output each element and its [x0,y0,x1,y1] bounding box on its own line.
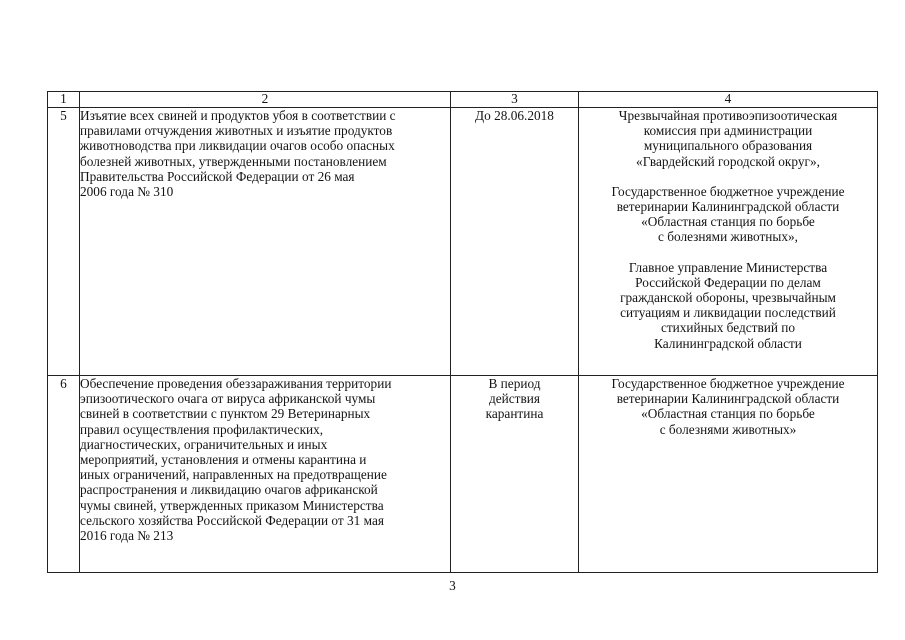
responsible-parties [579,376,878,573]
responsible-line: ветеринарии Калининградской области [616,199,840,215]
deadline-line: До 28.06.2018 [475,108,554,123]
measure-line: сельского хозяйства Российской Федерации от 31 мая [80,512,384,528]
responsible-line: Главное управление Министерства [628,259,828,275]
column-header-3: 3 [451,92,579,108]
responsible-line: Государственное бюджетное учреждение [611,376,845,391]
column-header-1: 1 [48,92,80,108]
measure-line: свиней в соответствии с пунктом 29 Ветеринарных [80,406,371,422]
deadline-line: карантина [485,406,544,422]
column-header-4: 4 [579,92,878,108]
page-number: 3 [449,578,456,593]
responsible-line: Российской Федерации по делам [635,274,821,290]
responsible-line: Государственное бюджетное учреждение [611,183,845,199]
measure-line: Правительства Российской Федерации от 26 мая [80,168,355,184]
measure-line: эпизоотического очага от вируса африканской чумы [80,391,376,407]
measure-description [80,376,451,573]
responsible-line: «Областная станция по борьбе [641,406,815,422]
responsible-party [579,108,877,169]
measure-description [80,108,451,376]
measure-line: правилами отчуждения животных и изъятие продуктов [80,123,393,139]
document-table [47,91,878,573]
responsible-line: «Областная станция по борьбе [641,214,815,230]
measure-line: распространения и ликвидацию очагов африканской [80,482,378,498]
responsible-line: Чрезвычайная противоэпизоотическая [618,108,838,123]
responsible-line: гражданской обороны, чрезвычайным [620,290,836,306]
table-row [48,108,878,376]
deadline [451,108,579,376]
responsible-line: ситуациям и ликвидации последствий [620,305,836,321]
deadline-line: действия [488,391,540,407]
responsible-line: ветеринарии Калининградской области [616,391,840,407]
measure-line: Обеспечение проведения обеззараживания территории [80,376,392,391]
responsible-line: муниципального образования [643,138,813,154]
responsible-line: с болезнями животных» [659,421,797,437]
table-row [48,376,878,573]
responsible-party [579,184,877,245]
row-number: 5 [48,108,80,376]
measure-line: 2006 года № 310 [80,184,174,200]
responsible-line: «Гвардейский городской округ», [636,153,820,169]
deadline-line: В период [488,376,541,391]
measure-line: иных ограничений, направленных на предотвращение [80,467,387,483]
responsible-line: с болезнями животных», [658,229,798,245]
responsible-line: комиссия при администрации [643,123,813,139]
table-header-row [48,92,878,108]
responsible-party [579,376,877,437]
responsible-line: стихийных бедствий по [660,320,796,336]
measure-line: 2016 года № 213 [80,528,174,544]
measure-line: мероприятий, установления и отмены карантина и [80,452,367,468]
measure-line: чумы свиней, утвержденных приказом Министерства [80,497,384,513]
responsible-line: Калининградской области [654,335,802,351]
measure-line: диагностических, ограничительных и иных [80,436,328,452]
responsible-parties [579,108,878,376]
measure-line: животноводства при ликвидации очагов особо опасных [80,138,395,154]
responsible-party [579,260,877,351]
deadline [451,376,579,573]
column-header-2: 2 [80,92,451,108]
measure-line: Изъятие всех свиней и продуктов убоя в соответствии с [80,108,396,123]
measure-line: правил осуществления профилактических, [80,421,324,437]
row-number: 6 [48,376,80,573]
measure-line: болезней животных, утвержденными постановлением [80,153,387,169]
